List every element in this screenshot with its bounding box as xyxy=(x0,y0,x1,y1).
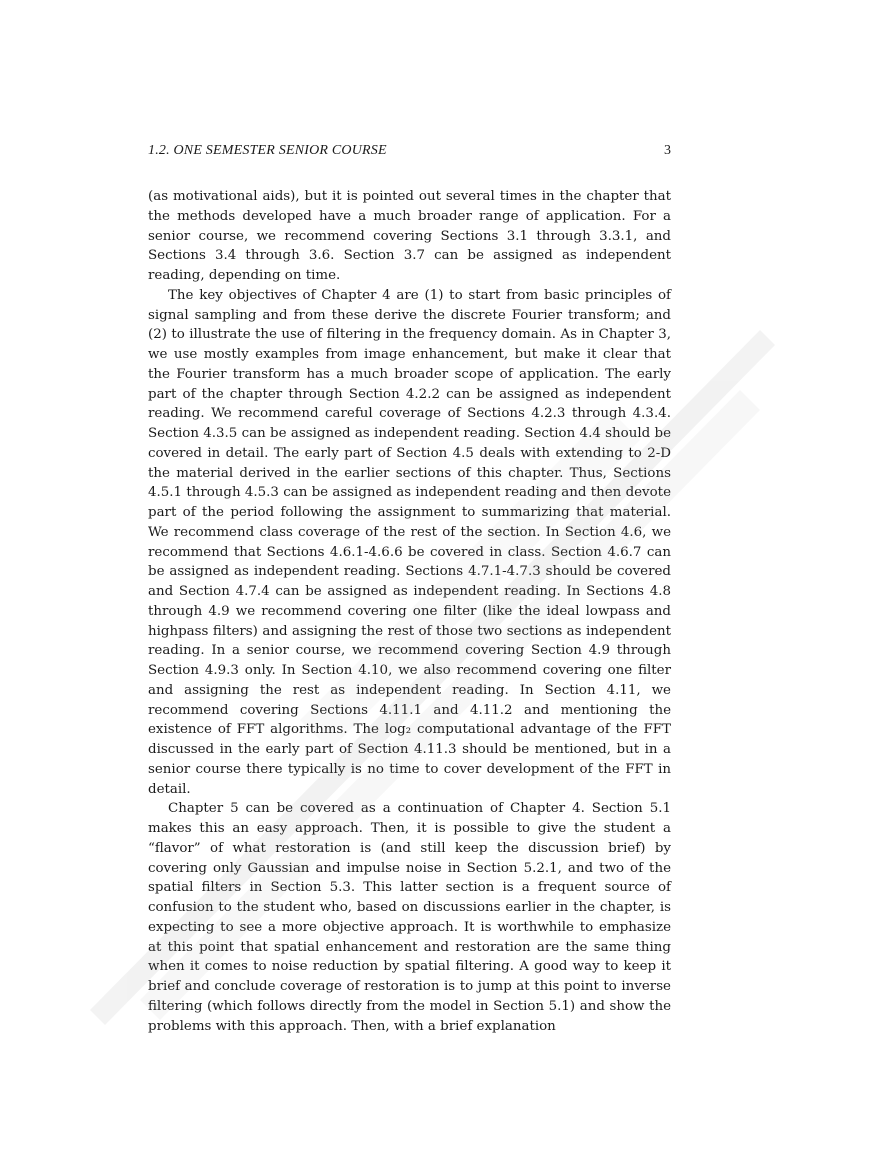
running-title: 1.2. ONE SEMESTER SENIOR COURSE xyxy=(148,143,387,158)
body-text xyxy=(148,187,671,1036)
paragraph-1: (as motivational aids), but it is pointed out several times in the chapter that the methods developed have a much broader range of application. For a senior course, we recommend covering Sections 3.1 through 3.3.1, and Sections 3.4 through 3.6. Section 3.7 can be assigned as independent reading, depending on time. xyxy=(148,189,671,283)
paragraph-3: Chapter 5 can be covered as a continuation of Chapter 4. Section 5.1 makes this an easy approach. Then, it is possible to give the student a “flavor” of what restoration is (and still keep the discussion brief) by covering only Gaussian and impulse noise in Section 5.2.1, and two of the spatial filters in Section 5.3. This latter section is a frequent source of confusion to the student who, based on discussions earlier in the chapter, is expecting to see a more objective approach. It is worthwhile to emphasize at this point that spatial enhancement and restoration are the same thing when it comes to noise reduction by spatial filtering. A good way to keep it brief and conclude coverage of restoration is to jump at this point to inverse filtering (which follows directly from the model in Section 5.1) and show the problems with this approach. Then, with a brief explanation xyxy=(148,801,671,1034)
paragraph-2: The key objectives of Chapter 4 are (1) to start from basic principles of signal sampling and from these derive the discrete Fourier transform; and (2) to illustrate the use of filtering in the frequency domain. As in Chapter 3, we use mostly examples from image enhancement, but make it clear that the Fourier transform has a much broader scope of application. The early part of the chapter through Section 4.2.2 can be assigned as independent reading. We recommend careful coverage of Sections 4.2.3 through 4.3.4. Section 4.3.5 can be assigned as independent reading. Section 4.4 should be covered in detail. The early part of Section 4.5 deals with extending to 2-D the material derived in the earlier sections of this chapter. Thus, Sections 4.5.1 through 4.5.3 can be assigned as independent reading and then devote part of the period following the assignment to summarizing that material. We recommend class coverage of the rest of the section. In Section 4.6, we recommend that Sections 4.6.1-4.6.6 be covered in class. Section 4.6.7 can be assigned as independent reading. Sections 4.7.1-4.7.3 should be covered and Section 4.7.4 can be assigned as independent reading. In Sections 4.8 through 4.9 we recommend covering one filter (like the ideal lowpass and highpass filters) and assigning the rest of those two sections as independent reading. In a senior course, we recommend covering Section 4.9 through Section 4.9.3 only. In Section 4.10, we also recommend covering one filter and assigning the rest as independent reading. In Section 4.11, we recommend covering Sections 4.11.1 and 4.11.2 and mentioning the existence of FFT algorithms. The log₂ computational advantage of the FFT discussed in the early part of Section 4.11.3 should be mentioned, but in a senior course there typically is no time to cover development of the FFT in detail. xyxy=(148,287,671,797)
page-number: 3 xyxy=(664,143,671,158)
page-header xyxy=(148,143,671,163)
